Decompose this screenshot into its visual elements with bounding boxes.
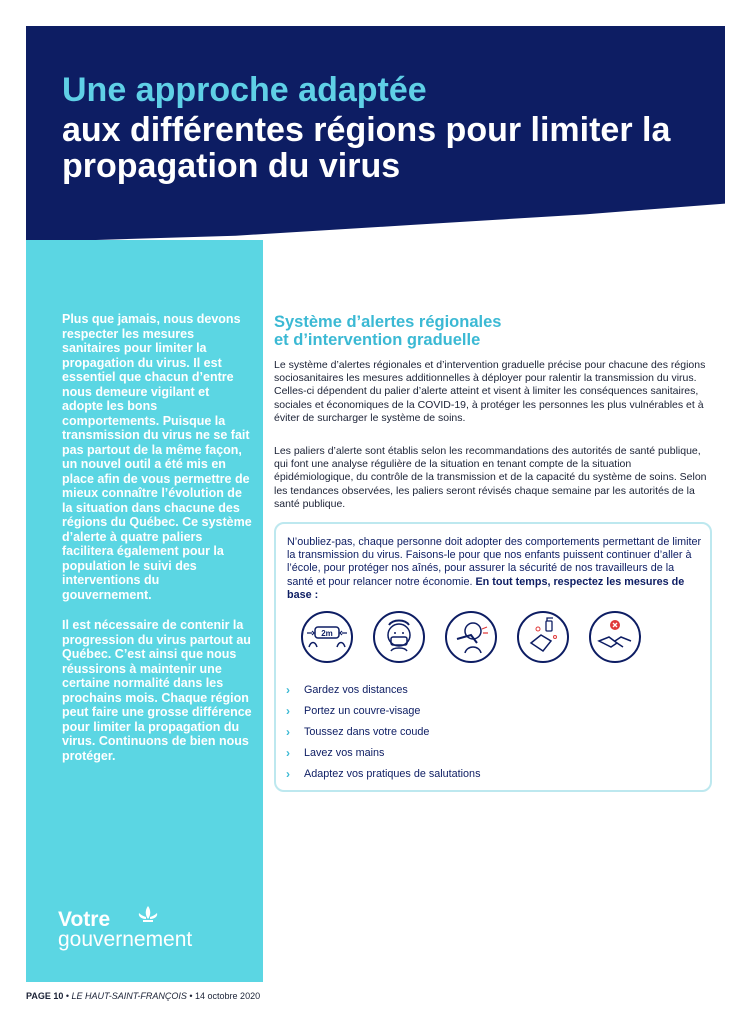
list-item (286, 704, 480, 725)
reminder-text (287, 536, 702, 602)
mask-icon (373, 611, 425, 663)
list-item (286, 725, 480, 746)
sidebar-paragraph-2: Il est nécessaire de contenir la progression du virus partout au Québec. C’est ainsi que nous réussirons à maintenir une certaine normalité dans les prochains mois. Chaque région peut faire une grosse différence pour limiter la propagation du virus. Continuons de bien nous protéger. (62, 618, 252, 763)
logo-word-2: gouvernement (58, 928, 193, 951)
page-title: aux différentes régions pour limiter la propagation du virus (62, 111, 671, 185)
handwash-icon (517, 611, 569, 663)
measures-icons (301, 611, 701, 667)
publication-date: 14 octobre 2020 (195, 991, 261, 1001)
measure-label: Adaptez vos pratiques de salutations (304, 768, 481, 780)
cough-elbow-icon (445, 611, 497, 663)
chevron-right-icon: › (286, 704, 290, 718)
footer-separator: • (186, 991, 196, 1001)
list-item (286, 767, 480, 788)
measures-list (286, 683, 480, 788)
section-heading-line-2: et d’intervention graduelle (274, 331, 481, 349)
chevron-right-icon: › (286, 746, 290, 760)
sidebar-paragraph-1: Plus que jamais, nous devons respecter les mesures sanitaires pour limiter la propagation du virus. Il est essentiel que chacun d’entre nous demeure vigilant et adopte les bons comportements. Puisque la transmission du virus ne se fait pas partout de la même façon, un nouvel outil a été mis en place afin de vous permettre de mieux connaître l’évolution de la situation dans chacune des régions du Québec. Ce système d’alerte à quatre paliers facilitera également pour la population le suivi des interventions du gouvernement. (62, 312, 252, 602)
list-item (286, 746, 480, 767)
fleur-de-lis-icon (133, 905, 163, 929)
reminder-text-body: N’oubliez-pas, chaque personne doit adopter des comportements permettant de limiter la transmission du virus. Faisons-le pour que nos enfants puissent continuer d’aller à l’école, pour protéger nos aînés, pour assurer la sécurité de nos travailleurs de la santé et pour relancer notre économie. (287, 536, 702, 588)
chevron-right-icon: › (286, 725, 290, 739)
chevron-right-icon: › (286, 683, 290, 697)
main-paragraph-2: Les paliers d’alerte sont établis selon les recommandations des autorités de santé publique, qui font une analyse régulière de la situation en tenant compte de la situation épidémiologique, du contrôle de la transmission et de la capacité du système de soins. Selon les tendances observées, les paliers seront révisés chaque semaine par les autorités de la santé publique. (274, 445, 707, 510)
publication-name: LE HAUT-SAINT-FRANÇOIS (71, 991, 187, 1001)
list-item (286, 683, 480, 704)
page-title-highlight: Une approche adaptée (62, 71, 427, 109)
distance-label: 2m (321, 629, 333, 638)
reminder-text-bold: En tout temps, respectez les mesures de base : (287, 575, 685, 601)
sidebar (26, 240, 263, 982)
measure-label: Gardez vos distances (304, 684, 408, 696)
government-logo (58, 910, 192, 950)
section-heading-line-1: Système d’alertes régionales (274, 313, 502, 331)
measure-label: Toussez dans votre coude (304, 726, 430, 738)
page-number: PAGE 10 (26, 991, 64, 1001)
main-paragraph-1: Le système d’alertes régionales et d’intervention graduelle précise pour chacune des régions sociosanitaires les mesures additionnelles à déployer pour ralentir la transmission du virus. Celles-ci dépendent du palier d’alerte atteint et visent à limiter les conséquences sanitaires, sociales et économiques de la COVID-19, à protéger les personnes les plus vulnérables et à éviter de surcharger le système de soins. (274, 359, 706, 424)
chevron-right-icon: › (286, 767, 290, 781)
logo-word-1: Votre (58, 908, 111, 931)
footer-separator: • (63, 991, 72, 1001)
distance-icon (301, 611, 353, 663)
no-handshake-icon (589, 611, 641, 663)
page-footer (26, 991, 260, 1001)
section-heading (274, 313, 501, 349)
measure-label: Lavez vos mains (304, 747, 385, 759)
measure-label: Portez un couvre-visage (304, 705, 421, 717)
